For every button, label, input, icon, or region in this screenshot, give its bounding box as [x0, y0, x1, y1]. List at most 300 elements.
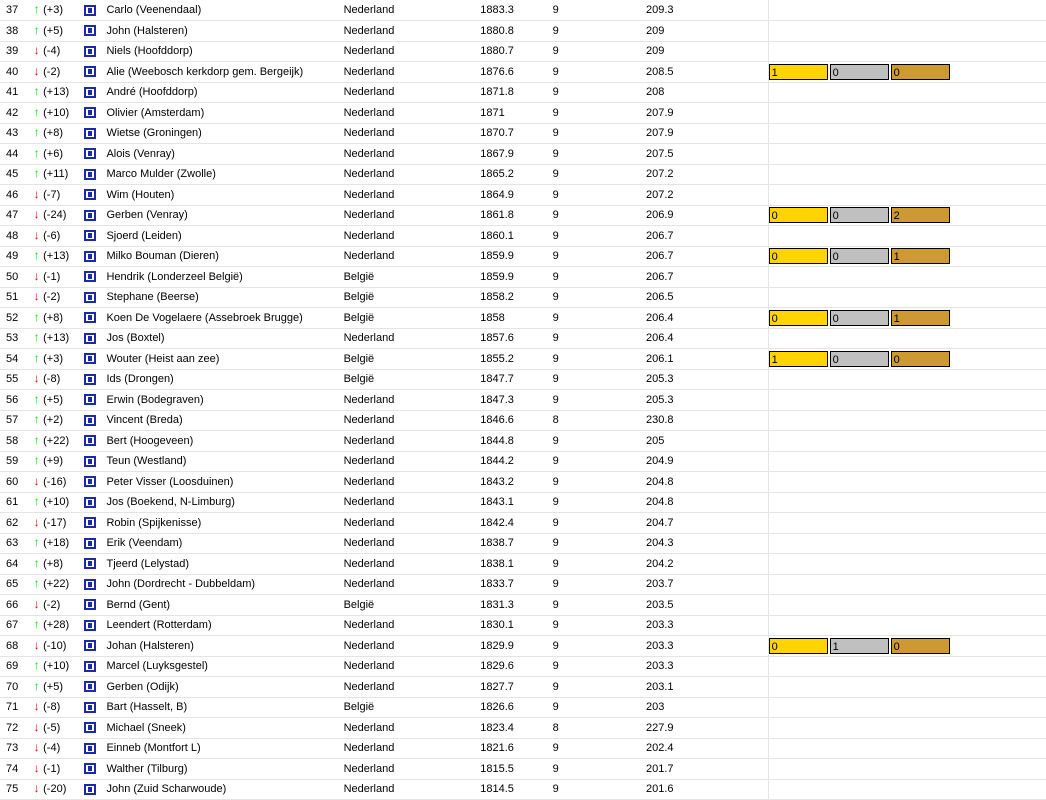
rank-cell: 40	[0, 62, 32, 83]
rank-cell: 55	[0, 369, 32, 390]
player-flag-icon[interactable]	[84, 784, 96, 795]
rank-change-value: (+6)	[43, 147, 64, 160]
arrow-up-icon: ↑	[33, 432, 40, 447]
table-row	[0, 267, 1046, 288]
rank-change-cell	[32, 779, 84, 800]
rank-change-cell	[32, 451, 84, 472]
silver-medal-count: 0	[830, 310, 889, 326]
player-name: Hendrik (Londerzeel België)	[106, 267, 343, 288]
table-row	[0, 697, 1046, 718]
flag-cell	[84, 636, 106, 657]
games-played: 9	[553, 574, 646, 595]
games-played: 9	[553, 62, 646, 83]
player-name: Gerben (Venray)	[106, 205, 343, 226]
table-row	[0, 103, 1046, 124]
player-flag-icon[interactable]	[84, 497, 96, 508]
table-row	[0, 656, 1046, 677]
player-flag-icon[interactable]	[84, 763, 96, 774]
arrow-up-icon: ↑	[33, 391, 40, 406]
arrow-down-icon: ↓	[33, 719, 40, 734]
rank-cell: 59	[0, 451, 32, 472]
rank-cell: 41	[0, 82, 32, 103]
arrow-up-icon: ↑	[33, 576, 40, 591]
games-played: 9	[553, 21, 646, 42]
games-played: 9	[553, 226, 646, 247]
medals-cell	[768, 123, 1046, 144]
flag-cell	[84, 41, 106, 62]
table-row	[0, 308, 1046, 329]
table-row	[0, 574, 1046, 595]
player-flag-icon[interactable]	[84, 558, 96, 569]
arrow-up-icon: ↑	[33, 555, 40, 570]
flag-cell	[84, 677, 106, 698]
flag-cell	[84, 615, 106, 636]
silver-medal-count: 0	[830, 207, 889, 223]
player-country: Nederland	[344, 41, 481, 62]
flag-cell	[84, 513, 106, 534]
player-country: Nederland	[344, 21, 481, 42]
bronze-medal-count: 2	[891, 207, 950, 223]
rank-change-cell	[32, 410, 84, 431]
player-country: België	[344, 697, 481, 718]
rank-change-cell	[32, 41, 84, 62]
games-played: 9	[553, 697, 646, 718]
bronze-medal-count: 0	[891, 638, 950, 654]
player-country: Nederland	[344, 0, 481, 21]
player-name: Wim (Houten)	[106, 185, 343, 206]
player-name: Leendert (Rotterdam)	[106, 615, 343, 636]
medals-cell	[768, 185, 1046, 206]
rank-cell: 71	[0, 697, 32, 718]
player-flag-icon[interactable]	[84, 538, 96, 549]
player-flag-icon[interactable]	[84, 620, 96, 631]
table-row	[0, 390, 1046, 411]
player-country: Nederland	[344, 656, 481, 677]
flag-cell	[84, 21, 106, 42]
player-name: Alois (Venray)	[106, 144, 343, 165]
rank-cell: 47	[0, 205, 32, 226]
player-average: 208	[646, 82, 768, 103]
games-played: 9	[553, 267, 646, 288]
player-country: België	[344, 595, 481, 616]
player-average: 201.7	[646, 759, 768, 780]
rank-change-cell	[32, 82, 84, 103]
flag-cell	[84, 533, 106, 554]
player-flag-icon[interactable]	[84, 312, 96, 323]
rank-change-cell	[32, 123, 84, 144]
player-country: Nederland	[344, 533, 481, 554]
games-played: 9	[553, 759, 646, 780]
player-score: 1880.8	[480, 21, 552, 42]
player-average: 206.7	[646, 267, 768, 288]
medals-cell	[768, 62, 1046, 83]
games-played: 9	[553, 185, 646, 206]
bronze-medal-count: 1	[891, 248, 950, 264]
player-flag-icon[interactable]	[84, 476, 96, 487]
table-row	[0, 513, 1046, 534]
player-flag-icon[interactable]	[84, 702, 96, 713]
games-played: 9	[553, 513, 646, 534]
games-played: 9	[553, 164, 646, 185]
player-country: België	[344, 287, 481, 308]
flag-cell	[84, 738, 106, 759]
arrow-up-icon: ↑	[33, 494, 40, 509]
player-flag-icon[interactable]	[84, 271, 96, 282]
rank-change-value: (+8)	[43, 311, 64, 324]
player-score: 1883.3	[480, 0, 552, 21]
games-played: 8	[553, 718, 646, 739]
player-average: 206.5	[646, 287, 768, 308]
rank-change-cell	[32, 697, 84, 718]
flag-cell	[84, 472, 106, 493]
player-name: Sjoerd (Leiden)	[106, 226, 343, 247]
arrow-down-icon: ↓	[33, 43, 40, 58]
flag-cell	[84, 144, 106, 165]
rank-change-cell	[32, 205, 84, 226]
player-score: 1842.4	[480, 513, 552, 534]
player-flag-icon[interactable]	[84, 128, 96, 139]
games-played: 9	[553, 349, 646, 370]
player-flag-icon[interactable]	[84, 169, 96, 180]
table-row	[0, 328, 1046, 349]
player-flag-icon[interactable]	[84, 87, 96, 98]
player-score: 1859.9	[480, 246, 552, 267]
player-score: 1859.9	[480, 267, 552, 288]
rank-change-value: (+2)	[43, 414, 64, 427]
player-score: 1880.7	[480, 41, 552, 62]
arrow-down-icon: ↓	[33, 781, 40, 796]
player-flag-icon[interactable]	[84, 107, 96, 118]
player-flag-icon[interactable]	[84, 374, 96, 385]
player-score: 1860.1	[480, 226, 552, 247]
player-average: 227.9	[646, 718, 768, 739]
arrow-up-icon: ↑	[33, 350, 40, 365]
medals-cell	[768, 308, 1046, 329]
rank-cell: 66	[0, 595, 32, 616]
player-country: Nederland	[344, 636, 481, 657]
medals-cell	[768, 779, 1046, 800]
player-flag-icon[interactable]	[84, 517, 96, 528]
games-played: 9	[553, 431, 646, 452]
rank-change-value: (-24)	[43, 209, 67, 222]
player-score: 1876.6	[480, 62, 552, 83]
medals-cell	[768, 349, 1046, 370]
player-average: 204.9	[646, 451, 768, 472]
player-flag-icon[interactable]	[84, 394, 96, 405]
player-score: 1843.1	[480, 492, 552, 513]
player-flag-icon[interactable]	[84, 415, 96, 426]
medals-cell	[768, 390, 1046, 411]
player-flag-icon[interactable]	[84, 25, 96, 36]
player-country: Nederland	[344, 451, 481, 472]
table-row	[0, 369, 1046, 390]
player-flag-icon[interactable]	[84, 599, 96, 610]
player-flag-icon[interactable]	[84, 435, 96, 446]
rank-change-cell	[32, 308, 84, 329]
rank-cell: 54	[0, 349, 32, 370]
medals-cell	[768, 205, 1046, 226]
player-score: 1821.6	[480, 738, 552, 759]
player-country: Nederland	[344, 738, 481, 759]
games-played: 9	[553, 595, 646, 616]
rank-change-cell	[32, 287, 84, 308]
player-average: 205.3	[646, 390, 768, 411]
arrow-down-icon: ↓	[33, 740, 40, 755]
player-flag-icon[interactable]	[84, 210, 96, 221]
player-score: 1838.1	[480, 554, 552, 575]
rank-cell: 37	[0, 0, 32, 21]
rank-change-cell	[32, 390, 84, 411]
player-score: 1814.5	[480, 779, 552, 800]
player-score: 1858.2	[480, 287, 552, 308]
player-name: Carlo (Veenendaal)	[106, 0, 343, 21]
table-row	[0, 144, 1046, 165]
player-flag-icon[interactable]	[84, 292, 96, 303]
rank-change-cell	[32, 595, 84, 616]
player-average: 201.6	[646, 779, 768, 800]
player-average: 203.7	[646, 574, 768, 595]
player-country: Nederland	[344, 431, 481, 452]
player-name: Wietse (Groningen)	[106, 123, 343, 144]
flag-cell	[84, 246, 106, 267]
player-flag-icon[interactable]	[84, 333, 96, 344]
rank-change-value: (-4)	[43, 742, 61, 755]
player-flag-icon[interactable]	[84, 743, 96, 754]
player-country: Nederland	[344, 123, 481, 144]
player-flag-icon[interactable]	[84, 46, 96, 57]
rank-cell: 57	[0, 410, 32, 431]
player-average: 209.3	[646, 0, 768, 21]
player-country: Nederland	[344, 164, 481, 185]
games-played: 9	[553, 779, 646, 800]
player-name: Niels (Hoofddorp)	[106, 41, 343, 62]
medals-cell	[768, 246, 1046, 267]
arrow-up-icon: ↑	[33, 2, 40, 16]
rank-cell: 38	[0, 21, 32, 42]
player-score: 1864.9	[480, 185, 552, 206]
medals-cell	[768, 533, 1046, 554]
rank-change-value: (+10)	[43, 496, 70, 509]
table-row	[0, 492, 1046, 513]
medals-cell	[768, 144, 1046, 165]
medals-cell	[768, 636, 1046, 657]
medals-cell	[768, 328, 1046, 349]
player-country: Nederland	[344, 615, 481, 636]
medals-cell	[768, 82, 1046, 103]
player-score: 1861.8	[480, 205, 552, 226]
player-score: 1844.2	[480, 451, 552, 472]
rank-change-cell	[32, 62, 84, 83]
player-average: 209	[646, 41, 768, 62]
arrow-up-icon: ↑	[33, 166, 40, 181]
player-average: 203.3	[646, 615, 768, 636]
rank-change-value: (-8)	[43, 373, 61, 386]
table-row	[0, 205, 1046, 226]
player-average: 207.2	[646, 164, 768, 185]
player-name: Michael (Sneek)	[106, 718, 343, 739]
flag-cell	[84, 123, 106, 144]
medals-cell	[768, 656, 1046, 677]
rank-change-cell	[32, 164, 84, 185]
games-played: 9	[553, 82, 646, 103]
player-average: 207.5	[646, 144, 768, 165]
medals-cell	[768, 697, 1046, 718]
rank-change-cell	[32, 349, 84, 370]
flag-cell	[84, 492, 106, 513]
arrow-down-icon: ↓	[33, 63, 40, 78]
table-row	[0, 779, 1046, 800]
arrow-up-icon: ↑	[33, 22, 40, 37]
medals-cell	[768, 41, 1046, 62]
table-row	[0, 451, 1046, 472]
silver-medal-count: 0	[830, 248, 889, 264]
player-name: Robin (Spijkenisse)	[106, 513, 343, 534]
flag-cell	[84, 185, 106, 206]
player-flag-icon[interactable]	[84, 353, 96, 364]
flag-cell	[84, 287, 106, 308]
games-played: 9	[553, 533, 646, 554]
rank-change-value: (+5)	[43, 680, 64, 693]
player-country: Nederland	[344, 513, 481, 534]
medals-cell	[768, 103, 1046, 124]
games-played: 9	[553, 677, 646, 698]
player-country: Nederland	[344, 328, 481, 349]
player-name: Milko Bouman (Dieren)	[106, 246, 343, 267]
player-flag-icon[interactable]	[84, 251, 96, 262]
player-average: 205	[646, 431, 768, 452]
rank-change-cell	[32, 636, 84, 657]
rank-change-value: (-2)	[43, 65, 61, 78]
rank-cell: 64	[0, 554, 32, 575]
medals-cell	[768, 574, 1046, 595]
games-played: 9	[553, 328, 646, 349]
player-average: 206.4	[646, 308, 768, 329]
player-average: 203.3	[646, 656, 768, 677]
arrow-down-icon: ↓	[33, 371, 40, 386]
rank-change-cell	[32, 533, 84, 554]
player-name: Gerben (Odijk)	[106, 677, 343, 698]
games-played: 9	[553, 123, 646, 144]
arrow-up-icon: ↑	[33, 248, 40, 263]
player-average: 205.3	[646, 369, 768, 390]
medals-cell	[768, 287, 1046, 308]
rank-change-value: (-8)	[43, 701, 61, 714]
flag-cell	[84, 451, 106, 472]
rank-change-value: (-6)	[43, 229, 61, 242]
rank-change-cell	[32, 472, 84, 493]
player-score: 1855.2	[480, 349, 552, 370]
medals-cell	[768, 595, 1046, 616]
player-flag-icon[interactable]	[84, 661, 96, 672]
player-flag-icon[interactable]	[84, 640, 96, 651]
rank-change-cell	[32, 677, 84, 698]
player-score: 1858	[480, 308, 552, 329]
player-country: Nederland	[344, 390, 481, 411]
flag-cell	[84, 62, 106, 83]
player-average: 209	[646, 21, 768, 42]
rank-cell: 49	[0, 246, 32, 267]
medals-cell	[768, 554, 1046, 575]
table-row	[0, 615, 1046, 636]
rank-change-value: (-2)	[43, 598, 61, 611]
player-score: 1831.3	[480, 595, 552, 616]
player-average: 204.8	[646, 492, 768, 513]
medals-cell	[768, 431, 1046, 452]
player-score: 1844.8	[480, 431, 552, 452]
player-name: Teun (Westland)	[106, 451, 343, 472]
player-flag-icon[interactable]	[84, 66, 96, 77]
player-average: 203.5	[646, 595, 768, 616]
rank-change-cell	[32, 554, 84, 575]
rank-change-cell	[32, 328, 84, 349]
player-score: 1823.4	[480, 718, 552, 739]
player-flag-icon[interactable]	[84, 681, 96, 692]
player-flag-icon[interactable]	[84, 230, 96, 241]
rank-change-cell	[32, 185, 84, 206]
player-flag-icon[interactable]	[84, 456, 96, 467]
medals-cell	[768, 21, 1046, 42]
arrow-up-icon: ↑	[33, 125, 40, 140]
player-country: Nederland	[344, 103, 481, 124]
rank-change-value: (+28)	[43, 619, 70, 632]
player-score: 1829.6	[480, 656, 552, 677]
player-flag-icon[interactable]	[84, 189, 96, 200]
player-name: Erik (Veendam)	[106, 533, 343, 554]
arrow-down-icon: ↓	[33, 186, 40, 201]
rank-change-value: (-1)	[43, 270, 61, 283]
player-score: 1871	[480, 103, 552, 124]
player-flag-icon[interactable]	[84, 148, 96, 159]
player-score: 1826.6	[480, 697, 552, 718]
player-flag-icon[interactable]	[84, 579, 96, 590]
games-played: 9	[553, 144, 646, 165]
rank-cell: 43	[0, 123, 32, 144]
table-row	[0, 287, 1046, 308]
table-row	[0, 21, 1046, 42]
player-flag-icon[interactable]	[84, 722, 96, 733]
flag-cell	[84, 554, 106, 575]
player-name: Einneb (Montfort L)	[106, 738, 343, 759]
rank-cell: 48	[0, 226, 32, 247]
table-row	[0, 349, 1046, 370]
rank-change-value: (+5)	[43, 24, 64, 37]
rank-cell: 69	[0, 656, 32, 677]
rank-change-value: (+13)	[43, 250, 70, 263]
player-country: België	[344, 308, 481, 329]
rank-change-value: (+5)	[43, 393, 64, 406]
flag-cell	[84, 369, 106, 390]
table-row	[0, 0, 1046, 21]
flag-cell	[84, 431, 106, 452]
player-flag-icon[interactable]	[84, 5, 96, 16]
player-score: 1846.6	[480, 410, 552, 431]
player-country: Nederland	[344, 779, 481, 800]
rank-change-cell	[32, 718, 84, 739]
silver-medal-count: 0	[830, 64, 889, 80]
table-row	[0, 718, 1046, 739]
games-played: 9	[553, 287, 646, 308]
arrow-up-icon: ↑	[33, 84, 40, 99]
flag-cell	[84, 205, 106, 226]
games-played: 9	[553, 205, 646, 226]
rank-cell: 62	[0, 513, 32, 534]
player-name: Walther (Tilburg)	[106, 759, 343, 780]
rank-change-cell	[32, 103, 84, 124]
medals-cell	[768, 369, 1046, 390]
player-country: Nederland	[344, 185, 481, 206]
player-name: Bart (Hasselt, B)	[106, 697, 343, 718]
rank-change-value: (+22)	[43, 434, 70, 447]
